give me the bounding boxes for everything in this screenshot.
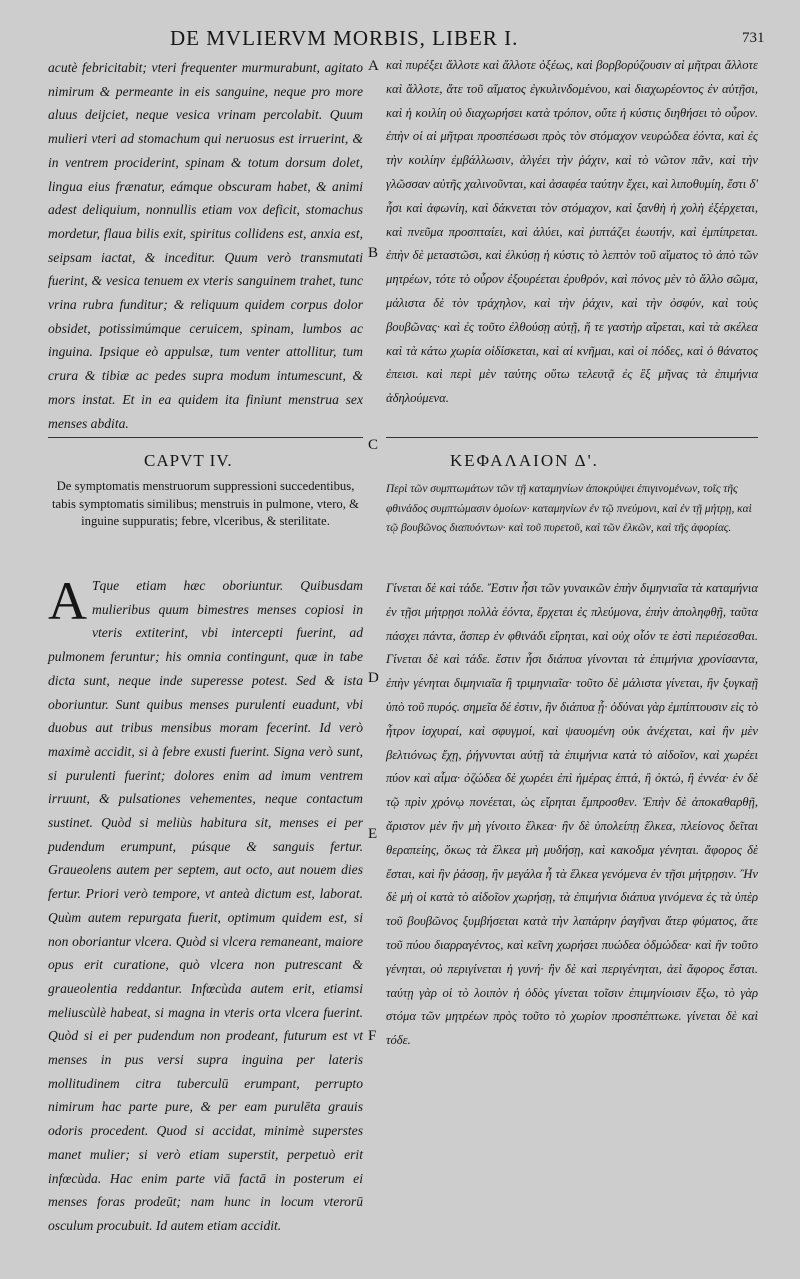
chapter-summary-greek: Περὶ τῶν συμπτωμάτων τῶν τῇ καταμηνίων ἀποκρύψει ἐπιγινομένων, τοῖς τῆς φθινάδος συμπτώμασιν ὁμοίων· καταμηνίων ἐν τῷ πνεύμονι, καὶ ἐν τῇ μήτρῃ, καὶ τῷ βουβῶνος διαπυόντων· καὶ τοῦ πυρετοῦ, καὶ τῶν ἑλκῶν, καὶ τῆς ἀφορίας.: [386, 483, 752, 534]
running-head: DE MVLIERVM MORBIS, LIBER I.: [170, 26, 519, 50]
latin-column-bottom: [48, 571, 363, 1238]
margin-marker-c: C: [368, 437, 379, 453]
margin-marker-b: B: [368, 245, 379, 261]
margin-marker-a: A: [368, 58, 379, 74]
latin-column-top: [48, 56, 363, 435]
drop-cap: A: [48, 571, 87, 631]
margin-marker-d: D: [368, 670, 379, 686]
page-number: 731: [742, 30, 765, 46]
latin-paragraph-bottom-text: Tque etiam hæc oboriuntur. Quibusdam mulieribus quum bimestres menses copiosi in vteris extiterint, vbi intercepti fuerint, ad pulmonem feruntur; his omnia contingunt, quæ in tabe dicta sunt, neque inde superesse potest. Sed & ista oboriuntur. Sunt quibus menses purulenti euadunt, vbi duobus aut tribus mensibus moram fecerint. Id verò maximè accidit, si à febre exusti fuerint. Signa verò sunt, si purulenti fuerint; dolores enim ad imum ventrem irruunt, & pulsationes vehementes, neque contactum sustinet. Quòd si meliùs habitura sit, menses ei per pudendum erumpunt, púsque & sanguis fertur. Graueolens autem per septem, aut octo, aut nouem dies fertur. Priori verò tempore, vt anteà dictum est, laborat. Quùm autem repurgata fuerit, optimum quidem est, si non oboriantur vlcera. Quòd si vlcera remaneant, maiore opus erit curatione, quò vlcera non putrescant & graueolentia reddantur. Infœcùda autem erit, etiamsi meliuscùlè habeat, si magna in vteris orta vlcera fuerint. Quòd si ei per pudendum non prodeant, futurum est vt menses in pus versi supra inguina per lateris mollitudinem citra tuberculū erumpant, perrupto nimirum hac parte pure, & per eam purulēta grauis odoris procedent. Quod si accidat, minimè superstes manet mulier; si verò etiam superstit, perpetuò erit infœcùda. Hac enim parte viā factā in posterum ei menses foras prodeūt; nam hunc in locum vterorū osculum procubuit. Id autem etiam accidit.: [48, 578, 363, 1233]
chapter-summary-latin: De symptomatis menstruorum suppressioni succedentibus, tabis symptomatis similibus; menstruis in pulmone, vtero, & inguine suppuratis; febre, vlceribus, & sterilitate.: [52, 479, 359, 529]
margin-marker-f: F: [368, 1028, 377, 1044]
section-divider-right: [386, 437, 758, 438]
chapter-title-latin: CAPVT IV.: [144, 451, 233, 470]
greek-paragraph-bottom: Γίνεται δὲ καὶ τάδε. Ἔστιν ἧσι τῶν γυναικῶν ἐπὴν διμηνιαῖα τὰ καταμήνια ἐν τῇσι μήτρῃσι πολλὰ ἐόντα, ἔρχεται ἐς πλεύμονα, ἐπὴν ἀποληφθῇ, ταῦτα πάσχει πάντα, ἅσπερ ἐν φθινάδι εἴρηται, καὶ οὐχ οἷόν τε ἐστὶ περιέσεσθαι. Γίνεται δὲ καὶ τάδε. ἔστιν ἧσι διάπυα γίνονται τὰ ἐπιμήνια χρονίσαντα, ἐπὴν γένηται διμηνιαῖα ἢ τριμηνιαῖα· τοῦτο δὲ μάλιστα γίνεται, ἢν ξυγκαῇ ὑπὸ τοῦ πυρός. σημεῖα δέ ἐστιν, ἢν διάπυα ᾖ· ὀδύναι γὰρ ἐμπίπτουσιν εἰς τὸ ἦτρον ἰσχυραί, καὶ σφυγμοί, καὶ ψαυομένη οὐκ ἀνέχεται, καὶ ἢν μὲν βελτιόνως ἔχῃ, ῥήγνυνται αὐτῇ τὰ ἐπιμήνια κατὰ τὸ αἰδοῖον, καὶ χωρέει πύον καὶ αἷμα· ὀζώδεα δὲ χωρέει ἐπὶ ἡμέρας ἑπτά, ἢ ὀκτώ, ἢ ἐννέα· ἐν δὲ τῷ πρὶν χρόνῳ πονέεται, ὡς εἴρηται ἔμπροσθεν. Ἐπὴν δὲ ἀποκαθαρθῇ, ἄριστον μὲν ἢν μὴ γίνοιτο ἕλκεα· ἢν δὲ ὑπολείπῃ ἕλκεα, πλείονος δεῖται θεραπείης, ὅκως τὰ ἕλκεα μὴ μυδήσῃ, καὶ κακοδμα γένηται. ἄφορος δὲ ἔσται, καὶ ἢν ῥάσσῃ, ἢν μεγάλα ἦ τὰ ἕλκεα γενόμενα ἐν τῇσι μήτρῃσιν. Ἢν δὲ μὴ οἱ κατὰ τὸ αἰδοῖον χωρήσῃ, τὰ ἐπιμήνια διάπυα γινόμενα ἐς τὰ ὑπὲρ τοῦ βουβῶνος ξυμβήσεται κατὰ τὴν λαπάρην ῥαγῆναι ἄτερ φύματος, ἅτε τοῦ πύου διαρραγέντος, καὶ κεῖνη χωρήσει πυώδεα ὀδμώδεα· καὶ ἢν τοῦτο γένηται, οὐ περιγίνεται ἡ γυνή· ἢν δὲ καὶ περιγένηται, ἀεὶ ἄφορος ἔσται. ταύτῃ γὰρ οἱ τὸ λοιπὸν ἡ ὁδὸς γίνεται τοῖσιν ἐπιμηνίοισιν ἔξω, τὸ γὰρ στόμα τῶν μητρέων πρὸς τοῦτο τὸ χωρίον προσπέπτωκε. γίνεται δὲ καὶ τόδε.: [386, 581, 758, 1048]
greek-column-bottom: [386, 577, 758, 1053]
greek-column-top: [386, 54, 758, 411]
latin-paragraph-top: acutè febricitabit; vteri frequenter murmurabunt, agitato nimirum & permeante in eis sanguine, neque pro more aluus deijciet, neque vesica vrinam percolabit. Quum mulieri vteri ad stomachum qui neruosus est irruerint, & in ventrem prociderint, spinam & totum dorsum dolet, lingua eius frænatur, eámque obscuram habet, & animi adest deliquium, nonnullis etiam vox deficit, stomachus mordetur, flaua bilis exit, spiritus collidens est, anxia est, seipsam iactat, & inceditur. Quum verò transmutati fuerint, & vesica tenuem ex vteris sanguinem trahet, tunc vrina rubra funditur; & reliquum quidem corpus dolor obsidet, potissimúmque ceruicem, spinam, lumbos ac inguina. Ipsique eò appulsæ, tum venter attollitur, tum crura & tibiæ ac pedes supra modum intumescunt, & mors instat. Et in ea quidem ita finiunt menstrua sex menses abdita.: [48, 60, 363, 431]
margin-marker-e: E: [368, 826, 378, 842]
latin-paragraph-bottom: [48, 571, 363, 1238]
greek-paragraph-top: καὶ πυρέξει ἄλλοτε καὶ ἄλλοτε ὀξέως, καὶ βορβορύζουσιν αἱ μῆτραι ἄλλοτε καὶ ἄλλοτε, ἅτε τοῦ αἵματος ἐγκυλινδομένου, καὶ διαχωρέοντος ἐν αὐτῇσι, καὶ ἡ κοιλίη οὐ διαχωρήσει κατὰ τρόπον, οὔτε ἡ κύστις διηθήσει τὸ οὖρον. ἐπὴν οἱ αἱ μῆτραι προσπέσωσι πρὸς τὸν στόμαχον νευρώδεα ἐόντα, καὶ ἐς τὴν κοιλίην ἐμβάλλωσιν, ἀλγέει τὴν ῥάχιν, καὶ τὸ νῶτον πᾶν, καὶ τὴν γλῶσσαν αὐτῆς χαλινοῦνται, καὶ ἀσαφέα ταύτην ἔχει, καὶ λιποθυμίη, ἔστι δ' ἧσι καὶ ἀφωνίη, καὶ δάκνεται τὸν στόμαχον, καὶ ξανθὴ ἡ χολὴ ἐξέρχεται, καὶ πνεῦμα προσπταίει, καὶ ἀλύει, καὶ ῥιπτάζει ἑωυτήν, καὶ ἐμπίπρεται. ἐπὴν δὲ μεταστῶσι, καὶ ἑλκύσῃ ἡ κύστις τὸ λεπτὸν τοῦ αἵματος τὸ ἀπὸ τῶν μητρέων, τότε τὸ οὖρον ἐξουρέεται ἐρυθρόν, καὶ πόνος μὲν τὸ ἄλλο σῶμα, μάλιστα δὲ τὸν τράχηλον, καὶ τὴν ῥάχιν, καὶ τὴν ὀσφύν, καὶ τοὺς βουβῶνας· καὶ ἐς τοῦτο ἐλθούσῃ αὐτῇ, ἥ τε γαστὴρ αἴρεται, καὶ τὰ σκέλεα καὶ τὰ κάτω χωρία οἰδίσκεται, καὶ αἱ κνῆμαι, καὶ οἱ πόδες, καὶ ὁ θάνατος ἐπεισι. καὶ περὶ μὲν ταύτης οὕτω τελευτᾷ ἐς ἓξ μῆνας τὰ ἐπιμήνια ἀδηλούμενα.: [386, 58, 758, 406]
section-divider-left: [48, 437, 363, 438]
chapter-title-greek: ΚΕΦΑΛΑΙΟΝ Δ'.: [450, 451, 599, 470]
